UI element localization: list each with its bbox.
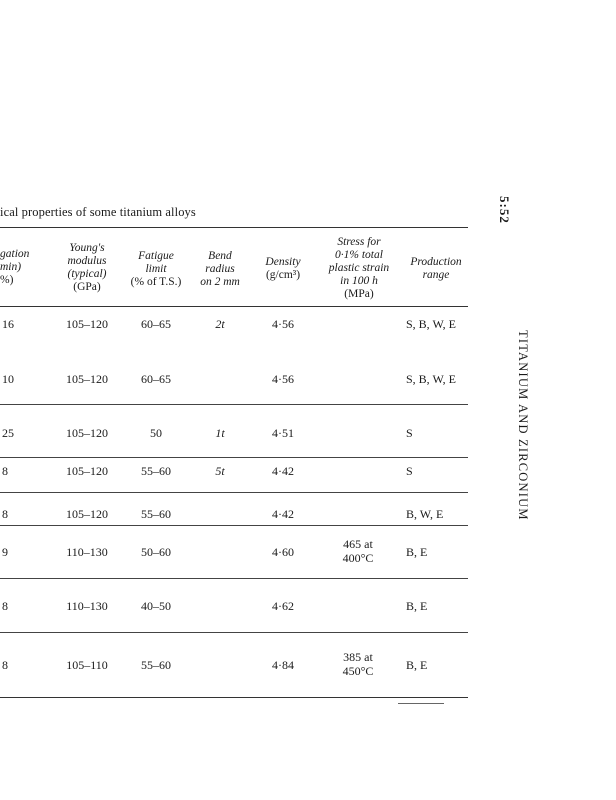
cell-density: 4·42	[272, 464, 294, 478]
cell-density: 4·56	[272, 317, 294, 331]
header-density: Density (g/cm³)	[265, 256, 301, 281]
cell-fatigue: 55–60	[141, 464, 171, 478]
cell-youngs: 110–130	[66, 599, 108, 613]
cell-density: 4·62	[272, 599, 294, 613]
cell-youngs: 105–120	[66, 372, 108, 386]
header-fatigue-limit: Fatigue limit (% of T.S.)	[130, 250, 182, 288]
cell-fatigue: 50–60	[141, 545, 171, 559]
cell-elongation: 8	[2, 658, 8, 672]
cell-elongation: 10	[2, 372, 14, 386]
table-footnote-rule	[398, 703, 444, 704]
cell-production: S	[406, 464, 413, 478]
cell-production: S, B, W, E	[406, 372, 457, 386]
cell-production: S	[406, 426, 413, 440]
cell-stress: 450°C	[342, 664, 374, 678]
cell-elongation: 16	[2, 317, 14, 331]
row-rule	[0, 492, 468, 493]
table-top-rule	[0, 227, 468, 228]
cell-density: 4·84	[272, 658, 294, 672]
cell-density: 4·51	[272, 426, 294, 440]
cell-bend: 1t	[215, 426, 225, 440]
row-rule	[0, 404, 468, 405]
header-production-range: Production range	[410, 256, 462, 281]
cell-production: B, W, E	[406, 507, 444, 521]
cell-production: B, E	[406, 599, 428, 613]
header-elongation: gation min) %)	[0, 248, 30, 286]
cell-youngs: 105–110	[66, 658, 108, 672]
cell-elongation: 8	[2, 599, 8, 613]
row-rule	[0, 457, 468, 458]
cell-youngs: 105–120	[66, 507, 108, 521]
table-caption: ical properties of some titanium alloys	[0, 205, 196, 219]
row-rule	[0, 632, 468, 633]
cell-youngs: 105–120	[66, 317, 108, 331]
row-rule	[0, 525, 468, 526]
cell-fatigue: 40–50	[141, 599, 171, 613]
cell-bend: 2t	[215, 317, 225, 331]
cell-elongation: 25	[2, 426, 14, 440]
cell-density: 4·56	[272, 372, 294, 386]
cell-bend: 5t	[215, 464, 225, 478]
cell-fatigue: 50	[150, 426, 162, 440]
cell-fatigue: 55–60	[141, 507, 171, 521]
header-bend-radius: Bend radius on 2 mm	[200, 250, 240, 288]
cell-elongation: 9	[2, 545, 8, 559]
header-stress: Stress for 0·1% total plastic strain in 100 h (MPa)	[328, 236, 390, 300]
cell-fatigue: 55–60	[141, 658, 171, 672]
page-number: 5:52	[497, 196, 512, 224]
header-youngs-modulus: Young's modulus (typical) (GPa)	[67, 242, 107, 293]
cell-production: S, B, W, E	[406, 317, 457, 331]
cell-youngs: 105–120	[66, 464, 108, 478]
cell-fatigue: 60–65	[141, 317, 171, 331]
row-rule	[0, 578, 468, 579]
cell-production: B, E	[406, 658, 428, 672]
cell-stress: 385 at	[343, 650, 373, 664]
cell-elongation: 8	[2, 464, 8, 478]
running-head: TITANIUM AND ZIRCONIUM	[516, 330, 530, 521]
cell-elongation: 8	[2, 507, 8, 521]
cell-density: 4·42	[272, 507, 294, 521]
cell-youngs: 105–120	[66, 426, 108, 440]
cell-production: B, E	[406, 545, 428, 559]
cell-stress: 400°C	[342, 551, 374, 565]
cell-youngs: 110–130	[66, 545, 108, 559]
cell-density: 4·60	[272, 545, 294, 559]
header-bottom-rule	[0, 306, 468, 307]
table-bottom-rule	[0, 697, 468, 698]
cell-fatigue: 60–65	[141, 372, 171, 386]
cell-stress: 465 at	[343, 537, 373, 551]
